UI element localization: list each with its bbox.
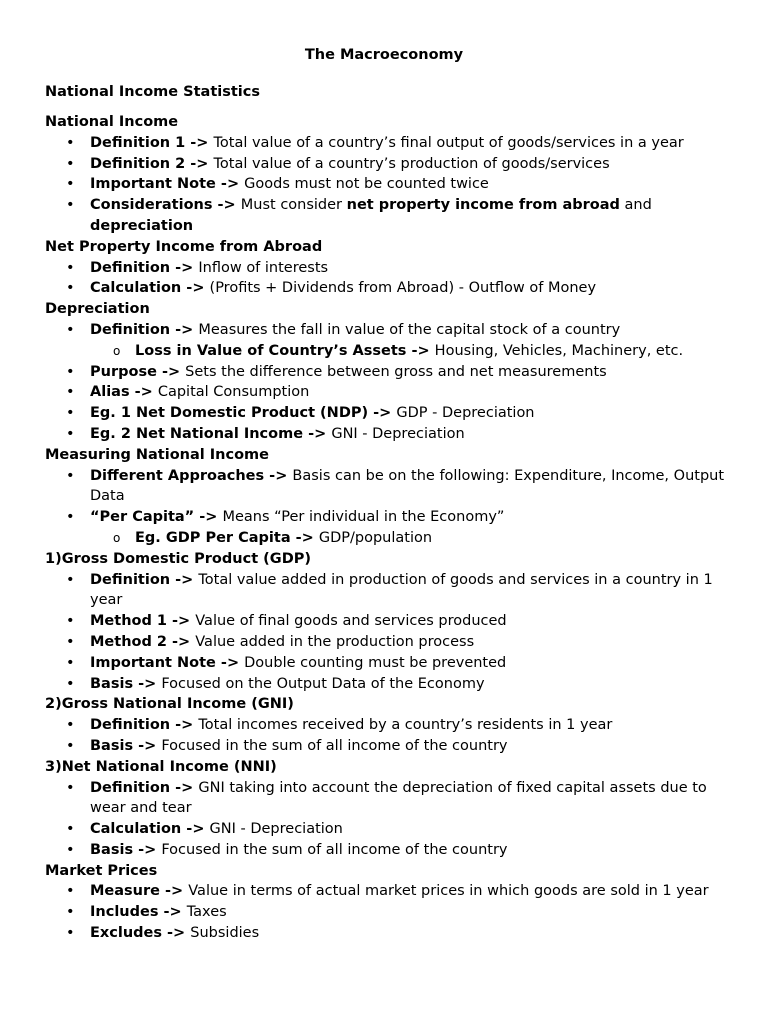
- item-bold-text: Definition ->: [90, 717, 199, 734]
- item-text: Measures the fall in value of the capital stock of a country: [198, 321, 621, 338]
- bullet-marker: •: [66, 467, 75, 484]
- bullet-marker: •: [66, 675, 75, 692]
- bullet-marker: •: [66, 571, 75, 588]
- item-bold-text: Definition ->: [90, 321, 199, 338]
- list-item: [45, 881, 735, 902]
- list-item: [45, 382, 735, 403]
- bullet-marker: •: [66, 717, 75, 734]
- sub-bullet-marker: o: [113, 343, 121, 358]
- bullet-marker: •: [66, 633, 75, 650]
- item-bold-text: Eg. 1 Net Domestic Product (NDP) ->: [90, 405, 397, 422]
- item-text: Total value of a country’s final output of goods/services in a year: [213, 134, 684, 151]
- item-bold-text: Definition ->: [90, 571, 199, 588]
- item-text: GNI taking into account the depreciation of fixed capital assets due to wear and tear: [90, 779, 707, 817]
- item-text: Basis can be on the following: Expenditure, Income, Output Data: [90, 467, 725, 505]
- item-text: Capital Consumption: [157, 384, 310, 401]
- sub-bullet-marker: o: [113, 530, 121, 545]
- item-text: GDP/population: [318, 529, 433, 546]
- item-bold-text: Definition 2 ->: [90, 155, 214, 172]
- list-item: [45, 507, 735, 528]
- list-item: [45, 278, 735, 299]
- item-bold-text: Eg. GDP Per Capita ->: [135, 529, 319, 546]
- item-bold-text: Eg. 2 Net National Income ->: [90, 425, 332, 442]
- item-bold-text: Definition ->: [90, 779, 199, 796]
- list-item: [45, 611, 735, 632]
- list-item: [45, 653, 735, 674]
- list-item: [45, 715, 735, 736]
- bullet-marker: •: [66, 155, 75, 172]
- list-item: [45, 923, 735, 944]
- bullet-marker: •: [66, 134, 75, 151]
- item-text: and: [619, 197, 652, 214]
- bullet-marker: •: [66, 737, 75, 754]
- sub-list-item: [45, 341, 735, 362]
- bullet-marker: •: [66, 883, 75, 900]
- item-bold-text: Basis ->: [90, 841, 162, 858]
- item-text: Must consider: [240, 197, 347, 214]
- item-bold-text: Considerations ->: [90, 197, 241, 214]
- list-item: [45, 320, 735, 341]
- item-text: Value of final goods and services produced: [195, 613, 507, 630]
- bullet-marker: •: [66, 904, 75, 921]
- document-subtitle: National Income Statistics: [45, 84, 260, 100]
- item-text: Focused on the Output Data of the Economy: [161, 675, 485, 692]
- item-text: Value in terms of actual market prices in which goods are sold in 1 year: [188, 883, 709, 900]
- section-heading: Depreciation: [45, 301, 150, 318]
- bullet-marker: •: [66, 363, 75, 380]
- item-text: GNI - Depreciation: [209, 821, 343, 838]
- item-text: Goods must not be counted twice: [244, 176, 489, 193]
- list-item: [45, 632, 735, 653]
- section-heading: Measuring National Income: [45, 446, 269, 463]
- bullet-marker: •: [66, 613, 75, 630]
- item-bold-text: “Per Capita” ->: [90, 509, 223, 526]
- bullet-marker: •: [66, 841, 75, 858]
- list-item: [45, 736, 735, 757]
- bullet-marker: •: [66, 321, 75, 338]
- list-item: [45, 403, 735, 424]
- item-text: Double counting must be prevented: [244, 654, 507, 671]
- bullet-marker: •: [66, 405, 75, 422]
- list-item: [45, 133, 735, 154]
- item-bold-text: Definition ->: [90, 259, 199, 276]
- item-text: Taxes: [186, 904, 227, 921]
- section-heading: 3)Net National Income (NNI): [45, 758, 277, 775]
- bullet-marker: •: [66, 821, 75, 838]
- section-heading: Market Prices: [45, 862, 158, 879]
- item-bold-text: Alias ->: [90, 384, 158, 401]
- item-bold-text: Definition 1 ->: [90, 134, 214, 151]
- item-text: Subsidies: [190, 925, 260, 942]
- item-bold-text: Calculation ->: [90, 821, 210, 838]
- item-text: Focused in the sum of all income of the country: [161, 841, 508, 858]
- item-text: Means “Per individual in the Economy”: [222, 509, 505, 526]
- section-heading: Net Property Income from Abroad: [45, 238, 323, 255]
- item-text: Total value of a country’s production of goods/services: [213, 155, 610, 172]
- item-bold-text: Purpose ->: [90, 363, 186, 380]
- item-bold-text: Method 1 ->: [90, 613, 196, 630]
- section-heading: National Income: [45, 114, 179, 130]
- bullet-marker: •: [66, 176, 75, 193]
- item-bold-text: Includes ->: [90, 904, 187, 921]
- list-item: [45, 570, 735, 612]
- bullet-marker: •: [66, 280, 75, 297]
- item-text: GDP - Depreciation: [396, 405, 535, 422]
- list-item: [45, 195, 735, 237]
- item-bold-text: Calculation ->: [90, 280, 210, 297]
- bullet-marker: •: [66, 509, 75, 526]
- item-text: Housing, Vehicles, Machinery, etc.: [434, 342, 684, 359]
- list-item: [45, 466, 735, 508]
- document-body: [45, 112, 735, 944]
- item-bold-text: Loss in Value of Country’s Assets ->: [135, 342, 435, 359]
- list-item: [45, 840, 735, 861]
- list-item: [45, 424, 735, 445]
- bullet-marker: •: [66, 197, 75, 214]
- section-heading: 2)Gross National Income (GNI): [45, 696, 294, 713]
- item-text: Focused in the sum of all income of the country: [161, 737, 508, 754]
- list-item: [45, 902, 735, 923]
- list-item: [45, 819, 735, 840]
- item-bold-text: Method 2 ->: [90, 633, 196, 650]
- sub-list-item: [45, 528, 735, 549]
- item-text: GNI - Depreciation: [331, 425, 465, 442]
- bullet-marker: •: [66, 425, 75, 442]
- list-item: [45, 362, 735, 383]
- item-bold-text: Important Note ->: [90, 654, 245, 671]
- item-text: (Profits + Dividends from Abroad) - Outflow of Money: [209, 280, 597, 297]
- item-bold-text: Excludes ->: [90, 925, 191, 942]
- item-text: Total value added in production of goods and services in a country in 1 year: [90, 571, 713, 609]
- item-text: Sets the difference between gross and net measurements: [185, 363, 607, 380]
- item-bold-text: Different Approaches ->: [90, 467, 293, 484]
- list-item: [45, 174, 735, 195]
- item-text: Inflow of interests: [198, 259, 329, 276]
- bullet-marker: •: [66, 779, 75, 796]
- section-heading: 1)Gross Domestic Product (GDP): [45, 550, 311, 567]
- document-title: The Macroeconomy: [304, 47, 464, 63]
- item-text: Total incomes received by a country’s residents in 1 year: [198, 717, 613, 734]
- bullet-marker: •: [66, 925, 75, 942]
- bullet-marker: •: [66, 654, 75, 671]
- list-item: [45, 258, 735, 279]
- list-item: [45, 154, 735, 175]
- list-item: [45, 674, 735, 695]
- bullet-marker: •: [66, 384, 75, 401]
- item-bold-text: depreciation: [90, 217, 194, 234]
- bullet-marker: •: [66, 259, 75, 276]
- item-bold-text: Basis ->: [90, 737, 162, 754]
- list-item: [45, 778, 735, 820]
- item-bold-text: Important Note ->: [90, 176, 245, 193]
- item-bold-text: Measure ->: [90, 883, 189, 900]
- item-bold-text: net property income from abroad: [346, 197, 620, 214]
- item-bold-text: Basis ->: [90, 675, 162, 692]
- item-text: Value added in the production process: [195, 633, 475, 650]
